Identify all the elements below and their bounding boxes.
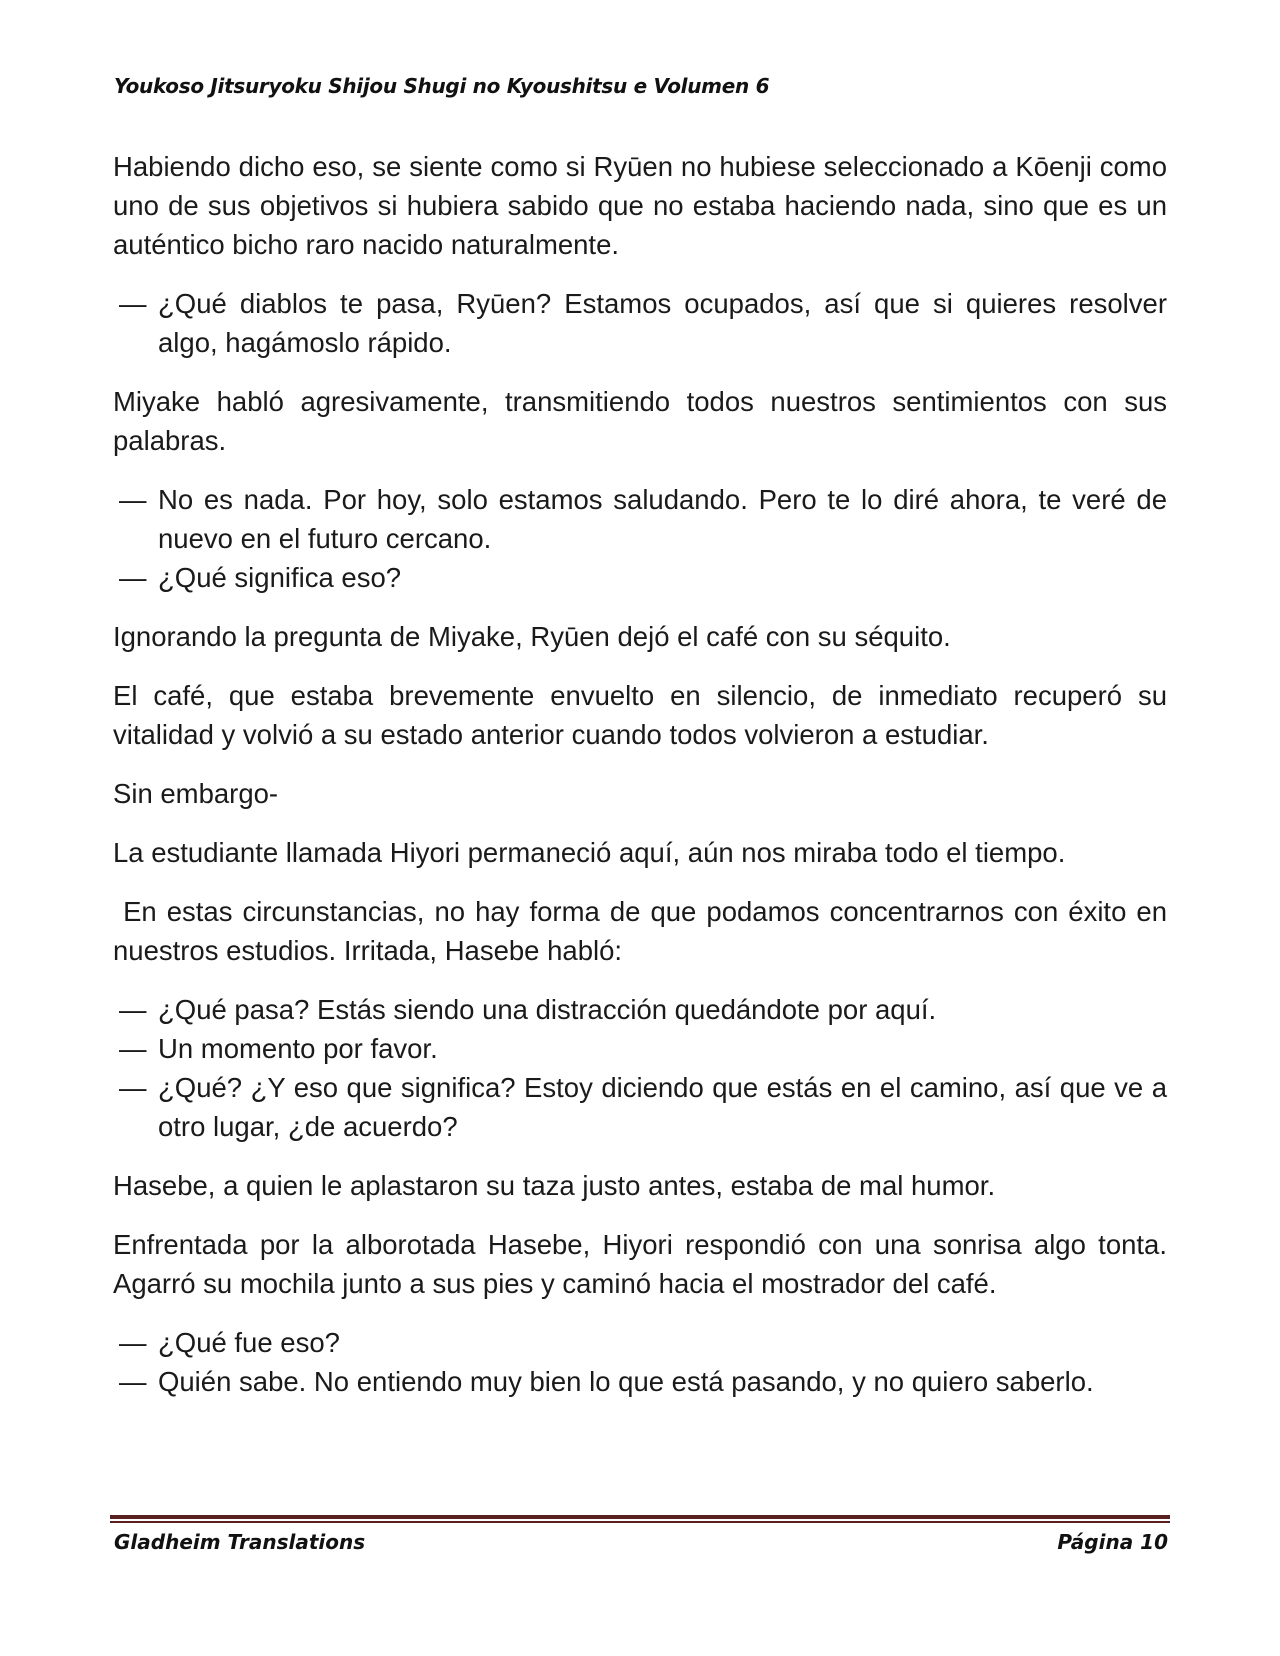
- paragraph: El café, que estaba brevemente envuelto en silencio, de inmediato recuperó su vitalidad y volvió a su estado anterior cuando todos volvieron a estudiar.: [113, 680, 1167, 750]
- paragraph: Ignorando la pregunta de Miyake, Ryūen dejó el café con su séquito.: [113, 621, 951, 652]
- running-header: Youkoso Jitsuryoku Shijou Shugi no Kyoushitsu e Volumen 6: [114, 74, 770, 98]
- dialogue-group: [113, 480, 1167, 597]
- dialogue-line: [113, 1362, 1167, 1401]
- paragraph: Enfrentada por la alborotada Hasebe, Hiyori respondió con una sonrisa algo tonta. Agarró su mochila junto a sus pies y caminó hacia el mostrador del café.: [113, 1229, 1167, 1299]
- em-dash: —: [119, 1072, 147, 1103]
- dialogue-text: ¿Qué pasa? Estás siendo una distracción quedándote por aquí.: [158, 994, 937, 1025]
- page-number: Página 10: [1057, 1530, 1168, 1554]
- em-dash: —: [119, 1366, 147, 1397]
- dialogue-text: ¿Qué fue eso?: [158, 1327, 340, 1358]
- dialogue-group: [113, 284, 1167, 362]
- dialogue-text: ¿Qué significa eso?: [158, 562, 402, 593]
- paragraph: Miyake habló agresivamente, transmitiendo todos nuestros sentimientos con sus palabras.: [113, 386, 1167, 456]
- page-body: [113, 147, 1175, 1421]
- dialogue-text: No es nada. Por hoy, solo estamos saludando. Pero te lo diré ahora, te veré de nuevo en el futuro cercano.: [158, 484, 1167, 554]
- em-dash: —: [119, 1327, 147, 1358]
- em-dash: —: [119, 1033, 147, 1064]
- footer-divider: [110, 1515, 1170, 1523]
- dialogue-line: [113, 558, 1167, 597]
- paragraph: Hasebe, a quien le aplastaron su taza justo antes, estaba de mal humor.: [113, 1170, 996, 1201]
- paragraph: Habiendo dicho eso, se siente como si Ryūen no hubiese seleccionado a Kōenji como uno de sus objetivos si hubiera sabido que no estaba haciendo nada, sino que es un auténtico bicho raro nacido naturalmente.: [113, 151, 1167, 260]
- em-dash: —: [119, 288, 147, 319]
- dialogue-text: Quién sabe. No entiendo muy bien lo que está pasando, y no quiero saberlo.: [158, 1366, 1094, 1397]
- dialogue-line: [113, 1068, 1167, 1146]
- footer-translator-credit: Gladheim Translations: [114, 1530, 366, 1554]
- paragraph: La estudiante llamada Hiyori permaneció aquí, aún nos miraba todo el tiempo.: [113, 837, 1066, 868]
- dialogue-line: [113, 284, 1167, 362]
- dialogue-text: ¿Qué diablos te pasa, Ryūen? Estamos ocupados, así que si quieres resolver algo, hagámoslo rápido.: [158, 288, 1167, 358]
- dialogue-line: [113, 1323, 1167, 1362]
- dialogue-line: [113, 1029, 1167, 1068]
- em-dash: —: [119, 562, 147, 593]
- paragraph: Sin embargo-: [113, 778, 279, 809]
- dialogue-line: [113, 480, 1167, 558]
- dialogue-group: [113, 990, 1167, 1146]
- dialogue-line: [113, 990, 1167, 1029]
- em-dash: —: [119, 484, 147, 515]
- em-dash: —: [119, 994, 147, 1025]
- dialogue-text: ¿Qué? ¿Y eso que significa? Estoy diciendo que estás en el camino, así que ve a otro lugar, ¿de acuerdo?: [158, 1072, 1167, 1142]
- dialogue-group: [113, 1323, 1167, 1401]
- dialogue-text: Un momento por favor.: [158, 1033, 438, 1064]
- paragraph: En estas circunstancias, no hay forma de que podamos concentrarnos con éxito en nuestros estudios. Irritada, Hasebe habló:: [113, 896, 1175, 966]
